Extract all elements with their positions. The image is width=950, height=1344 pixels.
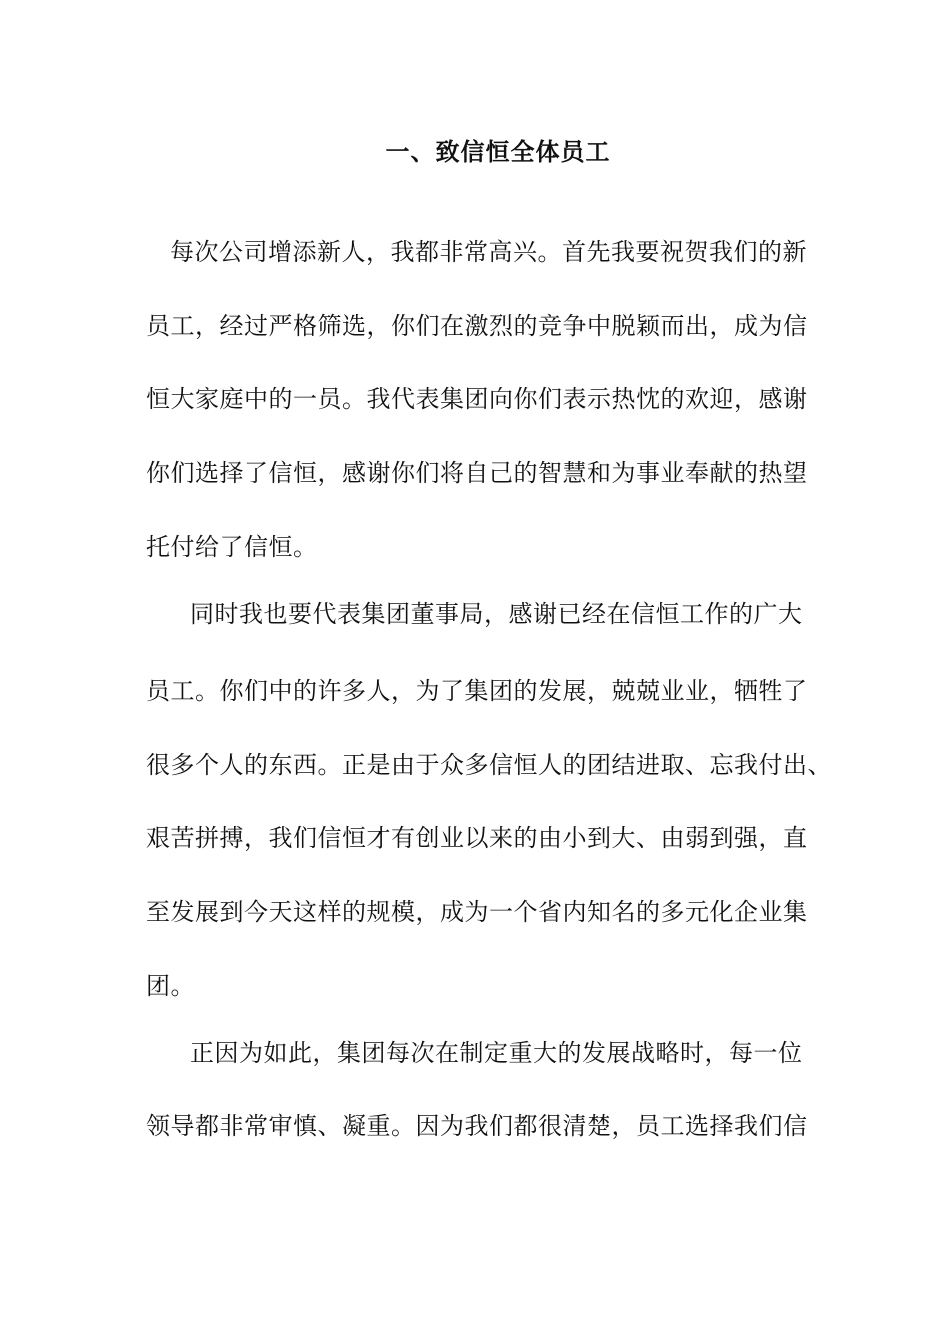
paragraph-line: 你们选择了信恒，感谢你们将自己的智慧和为事业奉献的热望 xyxy=(146,459,808,487)
paragraph-line: 至发展到今天这样的规模，成为一个省内知名的多元化企业集 xyxy=(146,898,808,926)
paragraph-line: 同时我也要代表集团董事局，感谢已经在信恒工作的广大 xyxy=(190,600,803,628)
paragraph-line: 托付给了信恒。 xyxy=(146,533,318,561)
paragraph-line: 员工，经过严格筛选，你们在激烈的竞争中脱颖而出，成为信 xyxy=(146,312,808,340)
paragraph-line: 正因为如此，集团每次在制定重大的发展战略时，每一位 xyxy=(190,1039,803,1067)
paragraph-line: 团。 xyxy=(146,972,195,1000)
paragraph-line: 每次公司增添新人，我都非常高兴。首先我要祝贺我们的新 xyxy=(170,238,807,266)
paragraph-line: 恒大家庭中的一员。我代表集团向你们表示热忱的欢迎，感谢 xyxy=(146,385,808,413)
paragraph-line: 员工。你们中的许多人，为了集团的发展，兢兢业业，牺牲了 xyxy=(146,677,808,705)
document-title: 一、致信恒全体员工 xyxy=(385,137,611,166)
paragraph-line: 很多个人的东西。正是由于众多信恒人的团结进取、忘我付出、 xyxy=(146,751,832,779)
paragraph-line: 领导都非常审慎、凝重。因为我们都很清楚，员工选择我们信 xyxy=(146,1112,808,1140)
paragraph-line: 艰苦拼搏，我们信恒才有创业以来的由小到大、由弱到强，直 xyxy=(146,824,808,852)
